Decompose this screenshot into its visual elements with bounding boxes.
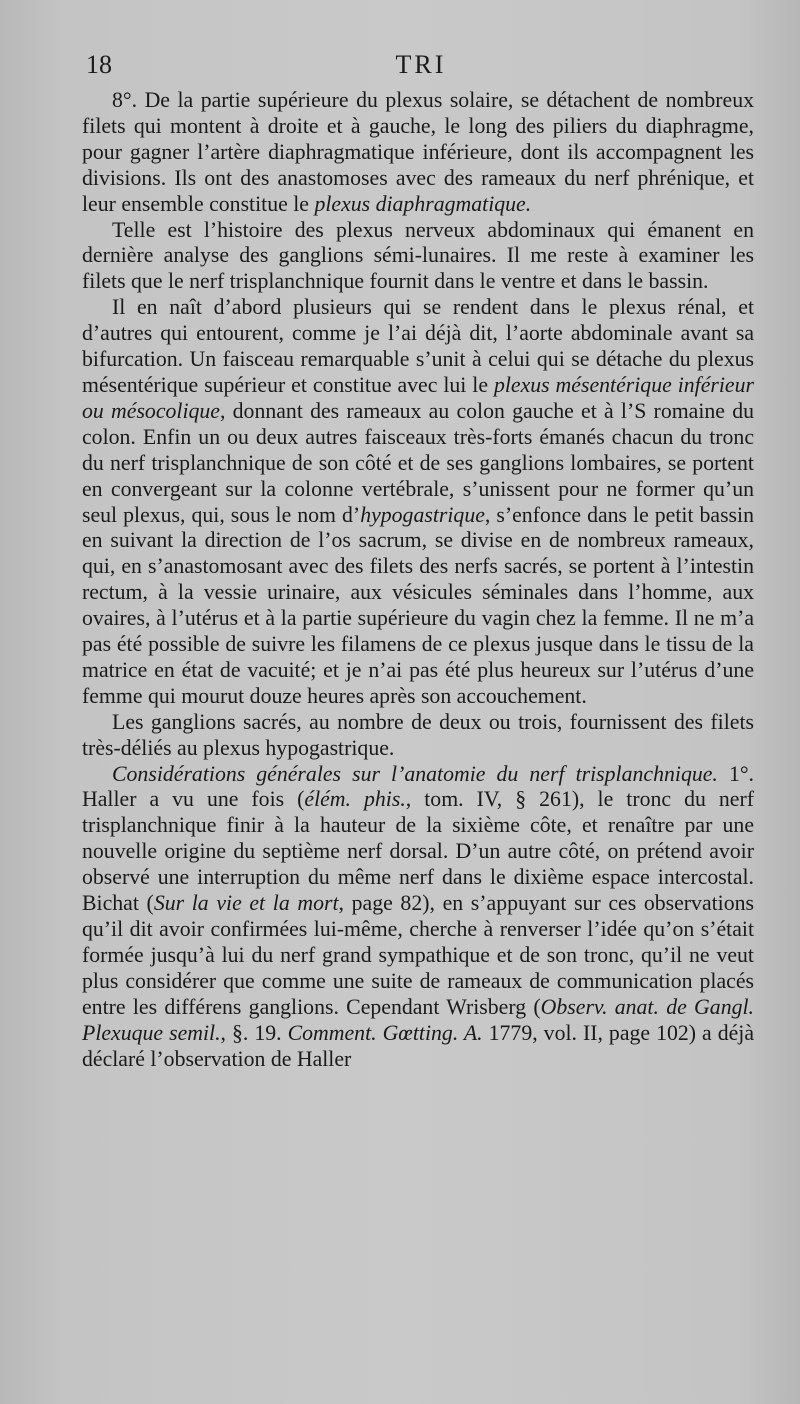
text-run: , §. 19.	[220, 1020, 288, 1045]
paragraph	[82, 295, 754, 710]
text-run: Les ganglions sacrés, au nombre de deux ou trois, fournissent des filets très-déliés au plexus hypogastrique.	[82, 709, 754, 760]
italic-text: élém. phis.	[304, 787, 406, 812]
page-header	[86, 50, 756, 86]
text-run: 1°. Haller a vu une fois (	[82, 761, 755, 812]
text-run: 1779, vol. II, page 102) a déjà déclaré l’observation de Haller	[82, 1020, 754, 1071]
text-run: , s’enfonce dans le petit bassin en suivant la direction de l’os sacrum, se divise en de nombreux rameaux, qui, en s’anastomosant avec des filets des nerfs sacrés, se portent à l’intestin rectum, à la vessie urinaire, aux vésicules séminales dans l’homme, aux ovaires, à l’utérus et à la partie supérieure du vagin chez la femme. Il ne m’a pas été possible de suivre les filamens de ce plexus jusque dans le tissu de la matrice en état de vacuité; et je n’ai pas été plus heureux sur l’utérus d’une femme qui mourut douze heures après son accouchement.	[82, 502, 754, 708]
italic-text: Observ. anat. de Gangl. Plexuque semil.	[82, 994, 754, 1045]
text-run: Il en naît d’abord plusieurs qui se rendent dans le plexus rénal, et d’autres qui entourent, comme je l’ai déjà dit, l’aorte abdominale avant sa bifurcation. Un faisceau remarquable s’unit à celui qui se détache du plexus mésentérique supérieur et constitue avec lui le	[82, 295, 754, 397]
text-run: 8°. De la partie supérieure du plexus solaire, se détachent de nombreux filets qui montent à droite et à gauche, le long des piliers du diaphragme, pour gagner l’artère diaphragmatique inférieure, dont ils accompagnent les divisions. Ils ont des anastomoses avec des rameaux du nerf phrénique, et leur ensemble constitue le	[82, 88, 754, 216]
italic-text: plexus mésentérique inférieur ou mésocolique	[82, 372, 754, 423]
text-run: , page 82), en s’appuyant sur ces observations qu’il dit avoir confirmées lui-même, cherche à renverser l’idée qu’on s’était formée jusqu’à lui du nerf grand sympathique et de son tronc, qu’il ne veut plus considérer que comme une suite de rameaux de communication placés entre les différens ganglions. Cependant Wrisberg (	[82, 891, 755, 1019]
body-text	[82, 88, 754, 1072]
text-run: , donnant des rameaux au colon gauche et à l’S romaine du colon. Enfin un ou deux autres faisceaux très-forts émanés chacun du tronc du nerf trisplanchnique de son côté et de ses ganglions lombaires, se portent en convergeant sur la colonne vertébrale, s’unissent pour ne former qu’un seul plexus, qui, sous le nom d’	[82, 398, 754, 527]
paragraph	[82, 88, 754, 218]
running-head: TRI	[395, 50, 447, 79]
italic-text: Comment. Gœtting. A.	[287, 1020, 483, 1045]
paragraph	[82, 218, 754, 296]
page-number: 18	[86, 50, 112, 79]
italic-text: Sur la vie et la mort	[153, 891, 339, 916]
text-run: , tom. IV, § 261), le tronc du nerf trisplanchnique finir à la hauteur de la sixième côte, et renaître par une nouvelle origine du septième nerf dorsal. D’un autre côté, on prétend avoir observé une interruption du même nerf dans le dixième espace intercostal. Bichat (	[82, 787, 754, 916]
paragraph	[82, 710, 754, 762]
paragraph	[82, 762, 754, 1073]
italic-text: Considérations générales sur l’anatomie du nerf trisplanchnique.	[112, 761, 718, 786]
text-run: Telle est l’histoire des plexus nerveux abdominaux qui émanent en dernière analyse des ganglions sémi-lunaires. Il me reste à examiner les filets que le nerf trisplanchnique fournit dans le ventre et dans le bassin.	[82, 217, 754, 294]
italic-text: plexus diaphragmatique.	[314, 191, 532, 216]
italic-text: hypogastrique	[360, 502, 485, 527]
